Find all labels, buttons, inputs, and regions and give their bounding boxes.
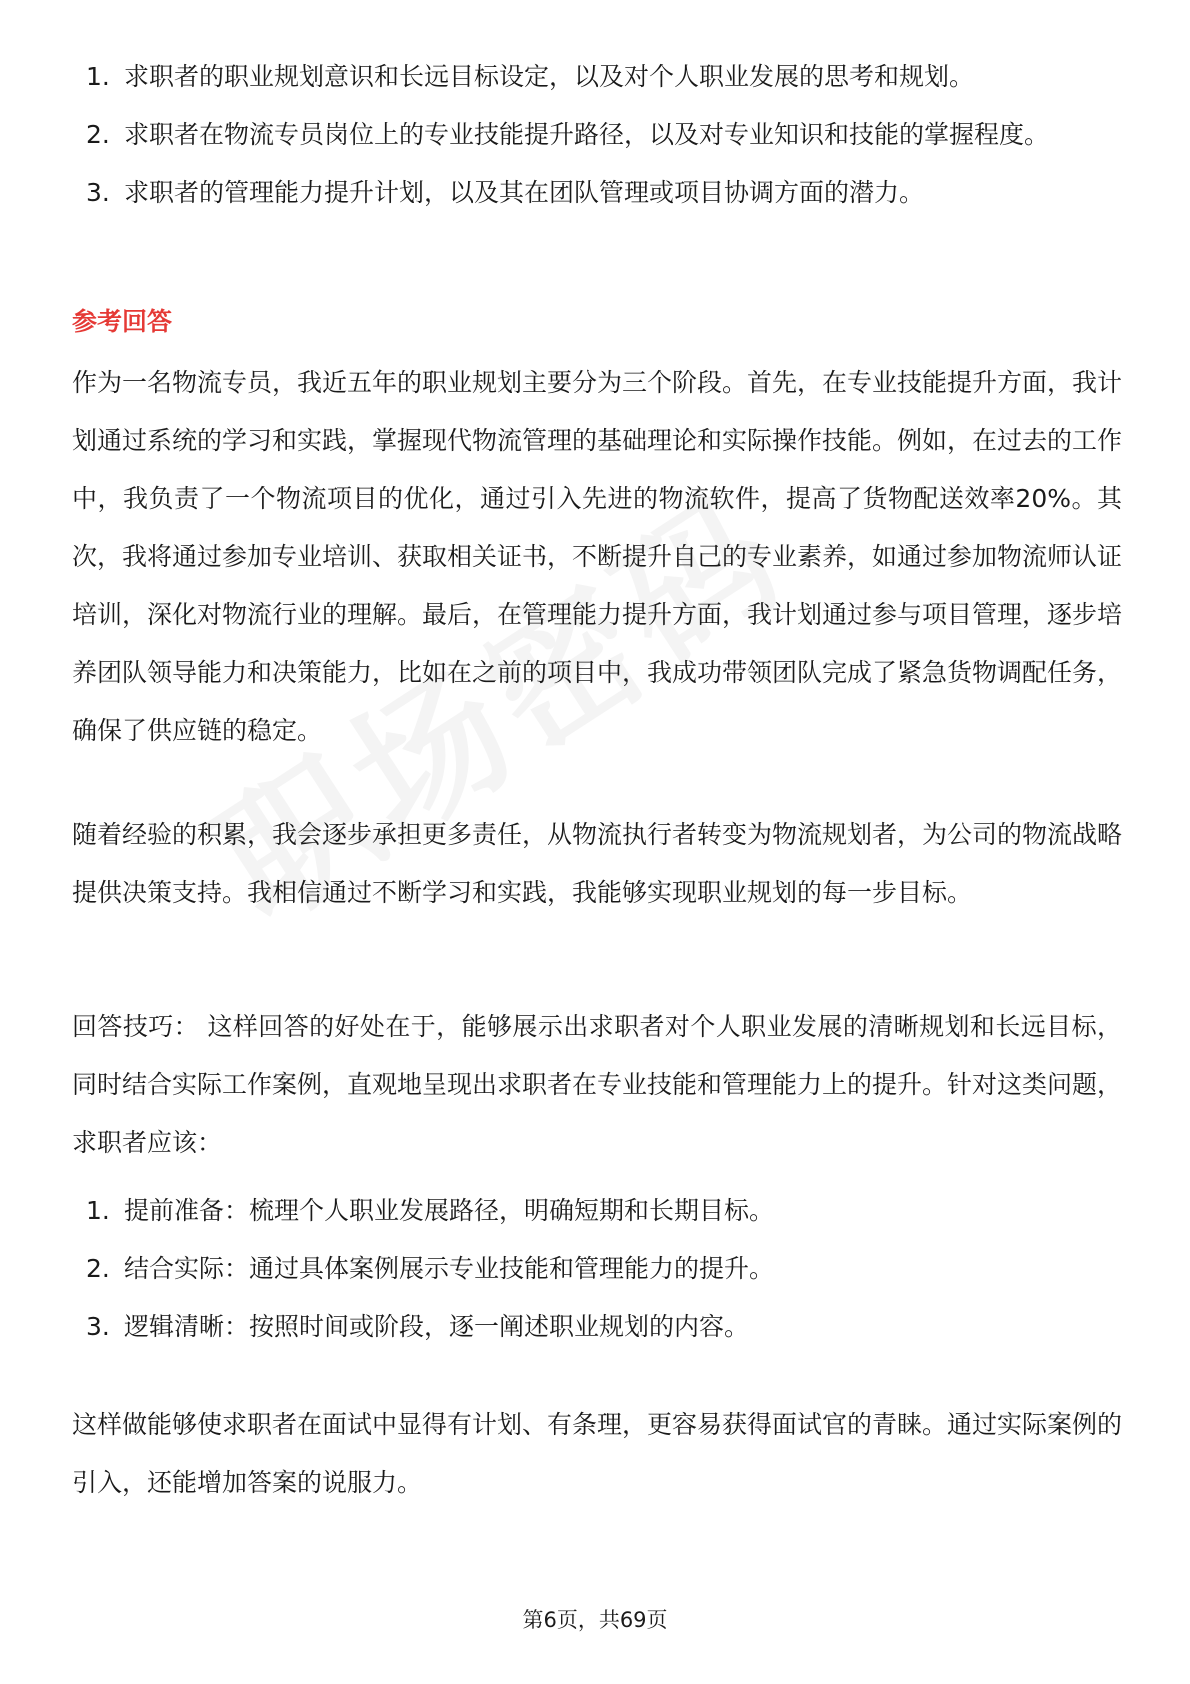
list-number: 2. xyxy=(86,1254,110,1283)
list-item-text: 求职者的管理能力提升计划，以及其在团队管理或项目协调方面的潜力。 xyxy=(124,178,925,207)
list-item xyxy=(72,106,1122,164)
answer-paragraph: 作为一名物流专员，我近五年的职业规划主要分为三个阶段。首先，在专业技能提升方面，我计划通过系统的学习和实践，掌握现代物流管理的基础理论和实际操作技能。例如，在过去的工作中，我负责了一个物流项目的优化，通过引入先进的物流软件，提高了货物配送效率20%。其次，我将通过参加专业培训、获取相关证书，不断提升自己的专业素养，如通过参加物流师认证培训，深化对物流行业的理解。最后，在管理能力提升方面，我计划通过参与项目管理，逐步培养团队领导能力和决策能力，比如在之前的项目中，我成功带领团队完成了紧急货物调配任务，确保了供应链的稳定。 xyxy=(72,368,1123,745)
list-number: 3. xyxy=(86,178,110,207)
list-item-text: 求职者的职业规划意识和长远目标设定，以及对个人职业发展的思考和规划。 xyxy=(124,62,975,91)
list-item xyxy=(72,1182,1122,1240)
list-item-text: 结合实际：通过具体案例展示专业技能和管理能力的提升。 xyxy=(124,1254,775,1283)
evaluation-points-list xyxy=(72,48,1122,222)
list-item xyxy=(72,1298,1122,1356)
list-number: 1. xyxy=(86,1196,110,1225)
list-item-text: 提前准备：梳理个人职业发展路径，明确短期和长期目标。 xyxy=(124,1196,775,1225)
list-item-text: 逻辑清晰：按照时间或阶段，逐一阐述职业规划的内容。 xyxy=(124,1312,750,1341)
closing-paragraph: 这样做能够使求职者在面试中显得有计划、有条理，更容易获得面试官的青睐。通过实际案例的引入，还能增加答案的说服力。 xyxy=(72,1410,1123,1497)
tips-paragraph: 回答技巧： 这样回答的好处在于，能够展示出求职者对个人职业发展的清晰规划和长远目标，同时结合实际工作案例，直观地呈现出求职者在专业技能和管理能力上的提升。针对这类问题，求职者应该： xyxy=(72,1012,1123,1157)
list-number: 3. xyxy=(86,1312,110,1341)
list-number: 2. xyxy=(86,120,110,149)
tips-list xyxy=(72,1182,1122,1356)
answer-paragraph: 随着经验的积累，我会逐步承担更多责任，从物流执行者转变为物流规划者，为公司的物流战略提供决策支持。我相信通过不断学习和实践，我能够实现职业规划的每一步目标。 xyxy=(72,820,1123,907)
list-number: 1. xyxy=(86,62,110,91)
list-item xyxy=(72,1240,1122,1298)
section-heading: 参考回答 xyxy=(72,307,173,336)
list-item xyxy=(72,164,1122,222)
page-number: 第6页，共69页 xyxy=(522,1608,668,1632)
list-item xyxy=(72,48,1122,106)
list-item-text: 求职者在物流专员岗位上的专业技能提升路径，以及对专业知识和技能的掌握程度。 xyxy=(124,120,1050,149)
